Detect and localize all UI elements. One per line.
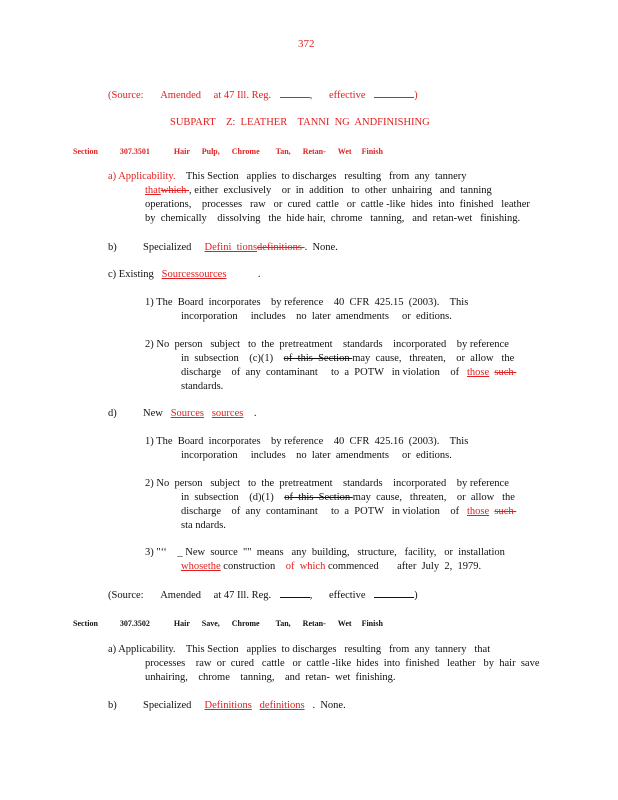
definitions-3502: b) Specialized Definitions definitions . None. [108, 700, 346, 711]
applicability-3501-line-4: by chemically dissolving the hide hair, chrome tanning, and retan-wet finishing. [145, 213, 521, 224]
existing-sources-2-line-4: standards. [181, 381, 224, 392]
existing-sources-2-line-3: discharge of any contaminant to a POTW in violation of those such [181, 367, 517, 378]
definitions-3501: b) Specialized Defini tionsdefinitions . None. [108, 242, 338, 253]
effective-blank-bottom [374, 588, 414, 598]
applicability-3502-line-2: processes raw or cured cattle or cattle -like hides into finished leather by hair save [145, 658, 540, 669]
new-sources-3-line-2: whosethe construction of which commenced after July 2, 1979. [181, 561, 482, 572]
new-sources-1-line-2: incorporation includes no later amendments or editions. [181, 450, 452, 461]
applicability-3502-line-1: a) Applicability. This Section applies to discharges resulting from any tannery that [108, 644, 491, 655]
new-sources-heading: d) New Sources sources . [108, 408, 257, 419]
new-sources-2-line-1: 2) No person subject to the pretreatment standards incorporated by reference [145, 478, 509, 489]
subpart-heading: SUBPART Z: LEATHER TANNI NG ANDFINISHING [170, 117, 430, 128]
applicability-3501-line-3: operations, processes raw or cured cattle or cattle -like hides into finished leather [145, 199, 530, 210]
new-sources-1-line-1: 1) The Board incorporates by reference 40 CFR 425.16 (2003). This [145, 436, 469, 447]
section-3501-heading: Section 307.3501 Hair Pulp, Chrome Tan, Retan- Wet Finish [73, 147, 383, 156]
section-3502-heading: Section 307.3502 Hair Save, Chrome Tan, Retan- Wet Finish [73, 619, 383, 628]
new-sources-2-line-3: discharge of any contaminant to a POTW in violation of those such [181, 506, 517, 517]
effective-blank [374, 88, 414, 98]
source-note-top: (Source: Amended at 47 Ill. Reg. , effective ) [108, 90, 418, 101]
existing-sources-1-line-1: 1) The Board incorporates by reference 40 CFR 425.15 (2003). This [145, 297, 469, 308]
existing-sources-2-line-1: 2) No person subject to the pretreatment standards incorporated by reference [145, 339, 509, 350]
applicability-3501-line-1: a) Applicability. This Section applies to discharges resulting from any tannery [108, 171, 467, 182]
new-sources-3-line-1: 3) "‘‘ _ New source "" means any building, structure, facility, or installation [145, 547, 505, 558]
reg-blank-bottom [280, 588, 310, 598]
new-sources-2-line-4: sta ndards. [181, 520, 226, 531]
existing-sources-2-line-2: in subsection (c)(1) of this Section may cause, threaten, or allow the [181, 353, 515, 364]
applicability-3502-line-3: unhairing, chrome tanning, and retan- wet finishing. [145, 672, 396, 683]
reg-blank [280, 88, 310, 98]
existing-sources-heading: c) Existing Sourcessources . [108, 269, 261, 280]
applicability-3501-line-2: thatwhich , either exclusively or in addition to other unhairing and tanning [145, 185, 492, 196]
new-sources-2-line-2: in subsection (d)(1) of this Section may cause, threaten, or allow the [181, 492, 515, 503]
page-number: 372 [298, 38, 315, 50]
source-note-bottom: (Source: Amended at 47 Ill. Reg. , effective ) [108, 590, 418, 601]
existing-sources-1-line-2: incorporation includes no later amendments or editions. [181, 311, 452, 322]
